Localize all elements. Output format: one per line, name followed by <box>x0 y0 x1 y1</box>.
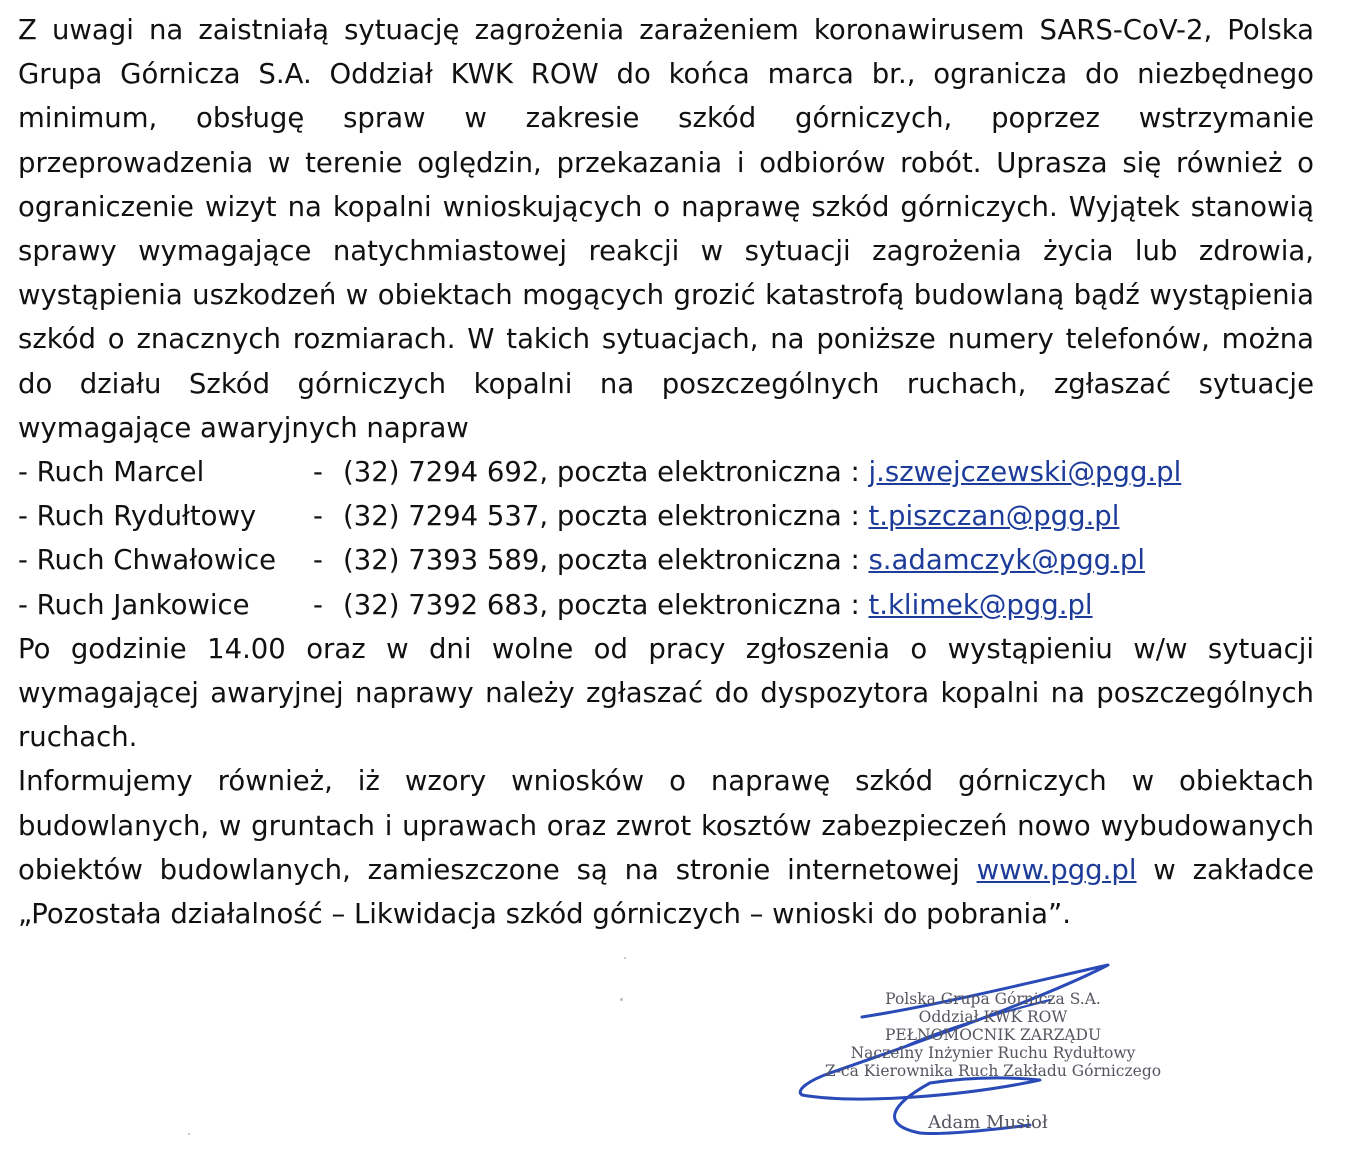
contact-dash: - <box>313 456 323 489</box>
contact-phone: (32) 7393 589, poczta elektroniczna : <box>343 544 860 577</box>
contact-row <box>18 583 1314 627</box>
scan-speck <box>620 998 623 1001</box>
contact-name: - Ruch Jankowice <box>18 588 250 621</box>
stamp-line: PEŁNOMOCNIK ZARZĄDU <box>884 1026 1102 1044</box>
contact-list <box>18 450 1314 627</box>
website-link[interactable]: www.pgg.pl <box>976 853 1137 886</box>
after-hours-paragraph: Po godzinie 14.00 oraz w dni wolne od pracy zgłoszenia o wystąpieniu w/w sytuacji wymagającej awaryjnej naprawy należy zgłaszać do dyspozytora kopalni na poszczególnych ruchach. <box>18 632 1314 754</box>
contact-name: - Ruch Marcel <box>18 456 205 489</box>
forms-paragraph <box>18 759 1314 936</box>
intro-paragraph: Z uwagi na zaistniałą sytuację zagrożenia zarażeniem koronawirusem SARS-CoV-2, Polska Grupa Górnicza S.A. Oddział KWK ROW do końca marca br., ogranicza do niezbędnego minimum, obsługę spraw w zakresie szkód górniczych, poprzez wstrzymanie przeprowadzenia w terenie oględzin, przekazania i odbiorów robót. Uprasza się również o ograniczenie wizyt na kopalni wnioskujących o naprawę szkód górniczych. Wyjątek stanowią sprawy wymagające natychmiastowej reakcji w sytuacji zagrożenia życia lub zdrowia, wystąpienia uszkodzeń w obiektach mogących grozić katastrofą budowlaną bądź wystąpienia szkód o znacznych rozmiarach. W takich sytuacjach, na poniższe numery telefonów, można do działu Szkód górniczych kopalni na poszczególnych ruchach, zgłaszać sytuacje wymagające awaryjnych napraw <box>18 14 1314 444</box>
letter-body <box>18 8 1314 936</box>
contact-dash: - <box>313 588 323 621</box>
contact-dash: - <box>313 500 323 533</box>
contact-dash: - <box>313 544 323 577</box>
forms-text-before: Informujemy również, iż wzory wniosków o naprawę szkód górniczych w obiektach budowlanych, w gruntach i uprawach oraz zwrot kosztów zabezpieczeń nowo wybudowanych obiektów budowlanych, zamieszczone są na stronie internetowej <box>18 765 1314 886</box>
signer-name: Adam Musioł <box>928 1112 1048 1133</box>
contact-phone: (32) 7294 537, poczta elektroniczna : <box>343 500 860 533</box>
stamp-line: Oddział KWK ROW <box>918 1008 1068 1026</box>
contact-name: - Ruch Chwałowice <box>18 544 277 577</box>
forms-text-after: w zakładce „Pozostała działalność – Likwidacja szkód górniczych – wnioski do pobrania”. <box>18 853 1314 931</box>
contact-email-link[interactable]: t.piszczan@pgg.pl <box>868 500 1120 533</box>
stamp-line: Naczelny Inżynier Ruchu Rydułtowy <box>850 1044 1136 1062</box>
scan-speck <box>188 1133 190 1135</box>
contact-email-link[interactable]: j.szwejczewski@pgg.pl <box>868 456 1182 489</box>
contact-phone: (32) 7294 692, poczta elektroniczna : <box>343 456 860 489</box>
stamp-line: Z-ca Kierownika Ruch Zakładu Górniczego <box>824 1062 1162 1080</box>
contact-email-link[interactable]: s.adamczyk@pgg.pl <box>868 544 1145 577</box>
contact-row <box>18 450 1314 494</box>
scan-speck <box>624 957 626 959</box>
contact-row <box>18 538 1314 582</box>
contact-name: - Ruch Rydułtowy <box>18 500 257 533</box>
contact-phone: (32) 7392 683, poczta elektroniczna : <box>343 588 860 621</box>
company-stamp <box>798 990 1188 1080</box>
contact-row <box>18 494 1314 538</box>
stamp-line: Polska Grupa Górnicza S.A. <box>885 990 1101 1008</box>
contact-email-link[interactable]: t.klimek@pgg.pl <box>868 588 1093 621</box>
